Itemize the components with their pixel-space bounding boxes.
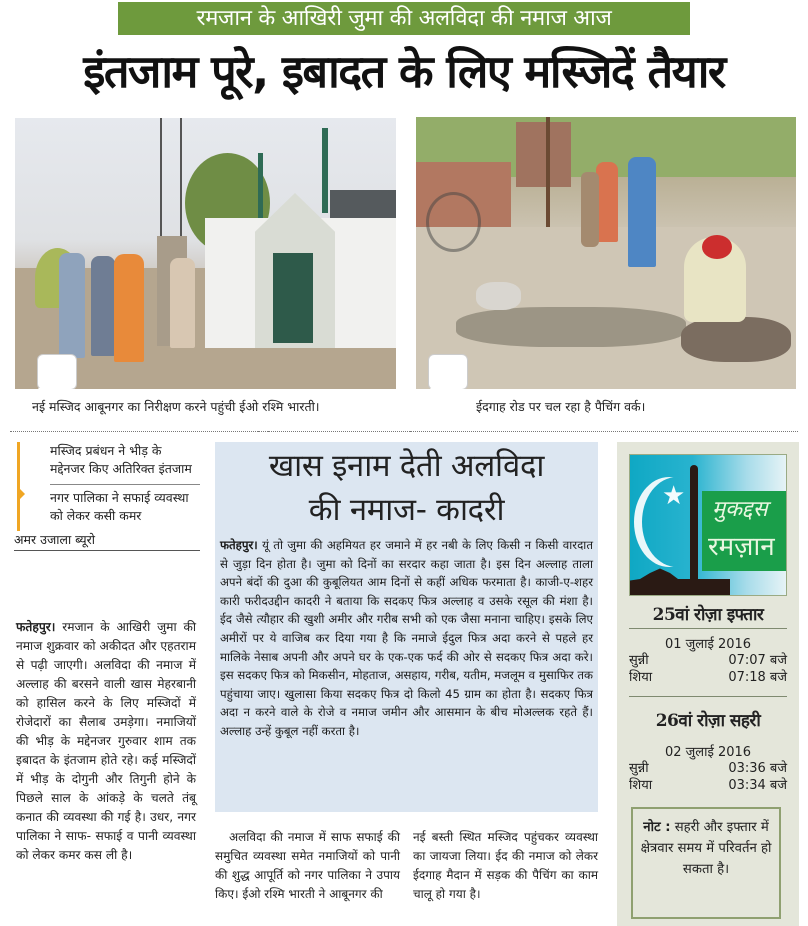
main-headline: इंतजाम पूरे, इबादत के लिए मस्जिदें तैयार — [83, 45, 725, 98]
caption-pointer-icon — [38, 388, 54, 398]
box-title-line2: की नमाज- कादरी — [308, 492, 505, 528]
schedule-title: 26वां रोज़ा सहरी — [655, 711, 761, 731]
schedule-time: 07:07 बजे — [728, 653, 787, 668]
badge-text-line2: रमज़ान — [708, 532, 775, 562]
schedule-title: 25वां रोज़ा इफ्तार — [652, 605, 764, 625]
box-title-line1: खास इनाम देती अलविदा — [268, 448, 545, 484]
star-icon: ★ — [662, 481, 686, 511]
quote-box-article — [215, 442, 598, 812]
article-text: रमजान के आखिरी जुमा की नमाज शुक्रवार को अकीदत और एहतराम से पढ़ी जाएगी। अलविदा की नमाज में अल्लाह की बरसने वाली खास मेहरबानी को हासिल करने के लिए मस्जिदों में रोजेदारों का सैलाब उमड़ेगा। नमाजियों की भीड़ के मद्देनजर गुरुवार शाम तक इबादत के इंतजाम होते रहे। कई मस्जिदों में भीड़ के दोगुनी और तिगुनी होने के पिछले साल के आंकड़े के चलते तंबू कनात की व्यवस्था की गई है। उधर, नगर पालिका ने साफ- सफाई व पानी व्यवस्था को लेकर कमर कस ली है। — [16, 620, 196, 862]
schedule-date: 01 जुलाई 2016 — [664, 637, 752, 652]
dateline: फतेहपुर। — [220, 538, 258, 552]
photo-road-patching — [416, 117, 796, 389]
ramadan-schedule-panel — [617, 442, 799, 926]
note-box — [631, 807, 781, 919]
schedule-row — [629, 760, 787, 777]
divider — [629, 628, 787, 629]
kicker-banner: रमजान के आखिरी जुमा की अलविदा की नमाज आज — [118, 2, 690, 35]
left-column — [14, 442, 200, 551]
divider — [10, 431, 258, 432]
photo-caption: ईदगाह रोड पर चल रहा है पैचिंग वर्क। — [476, 399, 646, 414]
sect-name: सुन्नी — [629, 653, 649, 668]
minaret-icon — [690, 465, 698, 596]
article-text: यूं तो जुमा की अहमियत हर जमाने में हर नबी के लिए किसी न किसी वारदात से जुड़ा दिन होता है। जुमा को दिनों का सरदार कहा जाता है। इस दिन अल्लाह ताला अपने बंदों की दुआ की कुबूलियत आम दिनों से कहीं अधिक फरमाता है। काजी-ए-शहर कारी फरीदउद्दीन कादरी ने बताया कि सदकए फित्र अल्लाह व उसके रसूल की मंशा है। ईद जैसे त्यौहार की खुशी अमीर और गरीब सभी को एक जैसा मनाना चाहिए। इसके लिए अमीरों पर ये वाजिब कर दिया गया है कि नमाजे ईदुल फित्र अदा करने से पहले हर मालिके नेसाब अपनी और अपने घर के एक-एक फर्द की ओर से सदकए फित्र अदा करे। इस सदकए फित्र को मिकसीन, मोहताज, असहाय, गरीब, यतीम, मजलूम व मुसाफिर तक पहुंचाया जाए। खुलासा किया सदकए फित्र दो किलो 45 ग्राम का होता है। सदकए फित्र अदा न करने वाले के रोजे व नमाज जमीन और आसमान के बीच मोअल्लक रहते हैं। अल्लाह उन्हें कुबूल नहीं करता है। — [220, 538, 593, 738]
note-label: नोट : — [643, 820, 671, 835]
divider — [410, 431, 798, 432]
schedule-time: 03:36 बजे — [728, 761, 787, 776]
badge-text-line1: मुकद्दस — [712, 497, 768, 522]
byline: अमर उजाला ब्यूरो — [14, 531, 200, 551]
schedule-date: 02 जुलाई 2016 — [664, 745, 752, 760]
schedule-row — [629, 777, 787, 794]
schedule-row — [629, 669, 787, 686]
highlight-item: नगर पालिका ने सफाई व्यवस्था को लेकर कसी कमर — [50, 484, 200, 531]
left-article-body — [16, 618, 196, 865]
schedule-time: 07:18 बजे — [728, 670, 787, 685]
mosque-silhouette-icon — [630, 567, 730, 596]
bottom-column-1: अलविदा की नमाज में साफ सफाई की समुचित व्यवस्था समेत नमाजियों को पानी की शुद्ध आपूर्ति को नगर पालिका ने उपाय किए। ईओ रश्मि भारती ने आबूनगर की — [215, 830, 400, 901]
sect-name: शिया — [629, 670, 653, 685]
highlight-item: मस्जिद प्रबंधन ने भीड़ के मद्देनजर किए अतिरिक्त इंतजाम — [50, 443, 192, 476]
photo-caption: नई मस्जिद आबूनगर का निरीक्षण करने पहुंची ईओ रश्मि भारती। — [32, 399, 320, 414]
caption-pointer-icon — [430, 388, 446, 398]
divider — [629, 696, 787, 697]
schedule-time: 03:34 बजे — [728, 778, 787, 793]
sect-name: शिया — [629, 778, 653, 793]
dateline: फतेहपुर। — [16, 620, 56, 634]
bottom-column-2: नई बस्ती स्थित मस्जिद पहुंचकर व्यवस्था का जायजा लिया। ईद की नमाज को लेकर ईदगाह मैदान में सड़क की पैचिंग का काम चालू हो गया है। — [413, 830, 598, 901]
ramadan-logo — [629, 454, 787, 596]
schedule-row — [629, 652, 787, 669]
note-text: सहरी और इफ्तार में क्षेत्रवार समय में परिवर्तन हो सकता है। — [640, 820, 772, 877]
photo-mosque-inspection — [15, 118, 396, 389]
box-body — [220, 536, 593, 741]
sect-name: सुन्नी — [629, 761, 649, 776]
highlights-list — [17, 442, 200, 531]
